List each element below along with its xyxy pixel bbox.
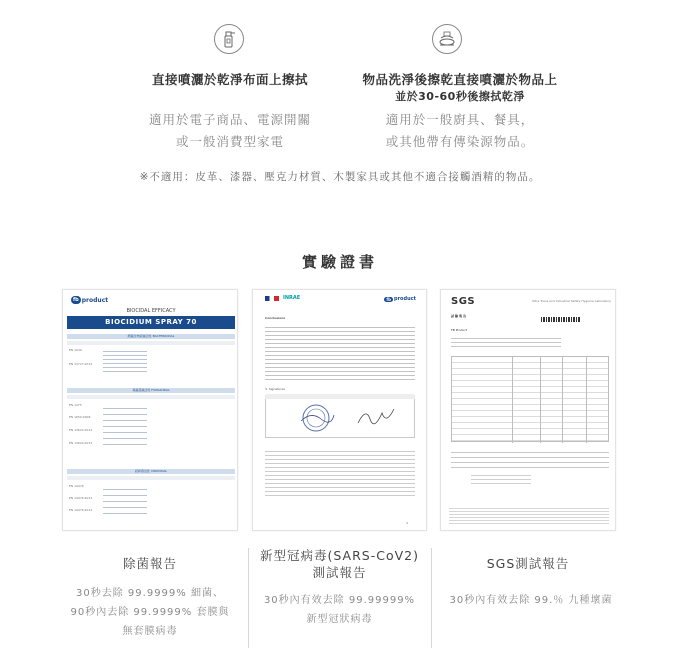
doc1-rows-3 <box>103 484 147 514</box>
doc1-std-3: EN 1275 <box>69 403 82 407</box>
doc2-body-text-1 <box>265 324 415 382</box>
sgs-results-table <box>451 356 609 442</box>
sgs-report-document[interactable] <box>440 289 616 531</box>
doc1-table-header <box>67 341 235 345</box>
doc1-table-header-2 <box>67 395 235 399</box>
report-desc-sars-line1: 30秒內有效去除 99.99999% <box>263 595 416 606</box>
report-desc-bactericidal-line3: 無套膜病毒 <box>122 626 178 637</box>
doc1-std-6: EN 13624:2013 <box>69 441 93 445</box>
doc1-std-5: EN 13624:2013 <box>69 428 93 432</box>
doc1-subtitle: BIOCIDAL EFFICACY <box>126 308 176 314</box>
sgs-logo: SGS <box>451 296 476 307</box>
warning-text: ※不適用：皮革、漆器、壓克力材質、木製家具或其他不適合接觸酒精的物品。 <box>139 171 541 183</box>
report-title-sars-line2: 測試報告 <box>312 565 367 580</box>
doc1-banner: BIOCIDIUM SPRAY 70 <box>67 316 235 329</box>
doc1-group-bactericidal: 細菌生物殺滅活性 BACTERICIDAL <box>67 334 235 339</box>
sars-cov2-report-document[interactable] <box>252 289 427 531</box>
doc1-std-4: EN 1650:2008 <box>69 415 91 419</box>
sgs-barcode <box>541 317 581 322</box>
doc1-table-header-3 <box>67 476 235 480</box>
sgs-signature-lines <box>471 472 531 484</box>
usage-desc-1-line2: 或一般消費型家電 <box>175 134 284 149</box>
report-title-sgs: SGS測試報告 <box>486 556 570 571</box>
usage-title-1: 直接噴灑於乾淨布面上擦拭 <box>151 72 308 87</box>
column-divider-2 <box>431 548 432 648</box>
usage-note-2: 並於30-60秒後擦拭乾淨 <box>395 90 525 103</box>
doc2-heading: Conclusions <box>265 316 286 320</box>
report-desc-bactericidal-line2: 90秒內去除 99.9999% 套膜與 <box>70 607 230 618</box>
sgs-report-label: 試 驗 報 告 <box>451 314 467 318</box>
washed-dishes-icon <box>432 24 462 54</box>
doc1-rows-2 <box>103 403 147 447</box>
handwritten-signature <box>356 405 396 429</box>
report-title-bactericidal: 除菌報告 <box>122 556 177 571</box>
doc1-group-virucidal: 殺病毒活性 VIRUCIDAL <box>67 469 235 474</box>
sgs-sample-info <box>451 335 561 349</box>
doc1-std-1: EN 1040 <box>69 348 82 352</box>
inrae-seal-stamp <box>296 403 336 433</box>
doc1-std-9: EN 14476:2013 <box>69 508 93 512</box>
sgs-footer-fineprint <box>449 506 609 524</box>
inrae-logo: INRAE <box>283 295 301 301</box>
report-title-sars-line1: 新型冠病毒(SARS-CoV2) <box>260 548 419 563</box>
bactericidal-report-document[interactable] <box>62 289 238 531</box>
doc1-std-8: EN 14476:2013 <box>69 496 93 500</box>
fb-logo-2: fb product <box>386 296 416 302</box>
usage-desc-1-line1: 適用於電子商品、電源開關 <box>148 112 311 127</box>
sgs-lab-name: Ultra Trace and Industrial Safety Hygiene Laboratory <box>532 299 611 303</box>
usage-desc-2-line1: 適用於一般廚具、餐具， <box>385 112 535 127</box>
report-desc-sgs-line1: 30秒內有效去除 99.％ 九種壞菌 <box>449 595 613 606</box>
sgs-product: FB Product <box>451 328 468 332</box>
doc1-rows-1 <box>103 348 147 374</box>
doc1-group-fungicidal: 真菌殺滅活性 FUNGICIDAL <box>67 388 235 393</box>
signature-box <box>265 394 415 438</box>
usage-desc-2-line2: 或其他帶有傳染源物品。 <box>385 134 535 149</box>
report-desc-sars-line2: 新型冠狀病毒 <box>306 614 373 625</box>
column-divider-1 <box>248 548 249 648</box>
usage-title-2: 物品洗淨後擦乾直接噴灑於物品上 <box>362 72 558 87</box>
doc1-std-7: EN 14476 <box>69 484 84 488</box>
republique-flag-logo <box>265 296 279 301</box>
doc2-references <box>265 448 415 498</box>
section-title: 實驗證書 <box>301 253 378 271</box>
spray-bottle-icon <box>214 24 244 54</box>
sgs-remarks <box>451 448 609 468</box>
fb-logo: fb product <box>73 296 109 304</box>
doc2-page-number: 4 <box>406 521 408 525</box>
doc2-signatures-label: 3. Signatures <box>265 387 285 391</box>
report-desc-bactericidal-line1: 30秒去除 99.9999% 細菌、 <box>76 588 224 599</box>
doc1-std-2: EN 13727:2012 <box>69 362 93 366</box>
